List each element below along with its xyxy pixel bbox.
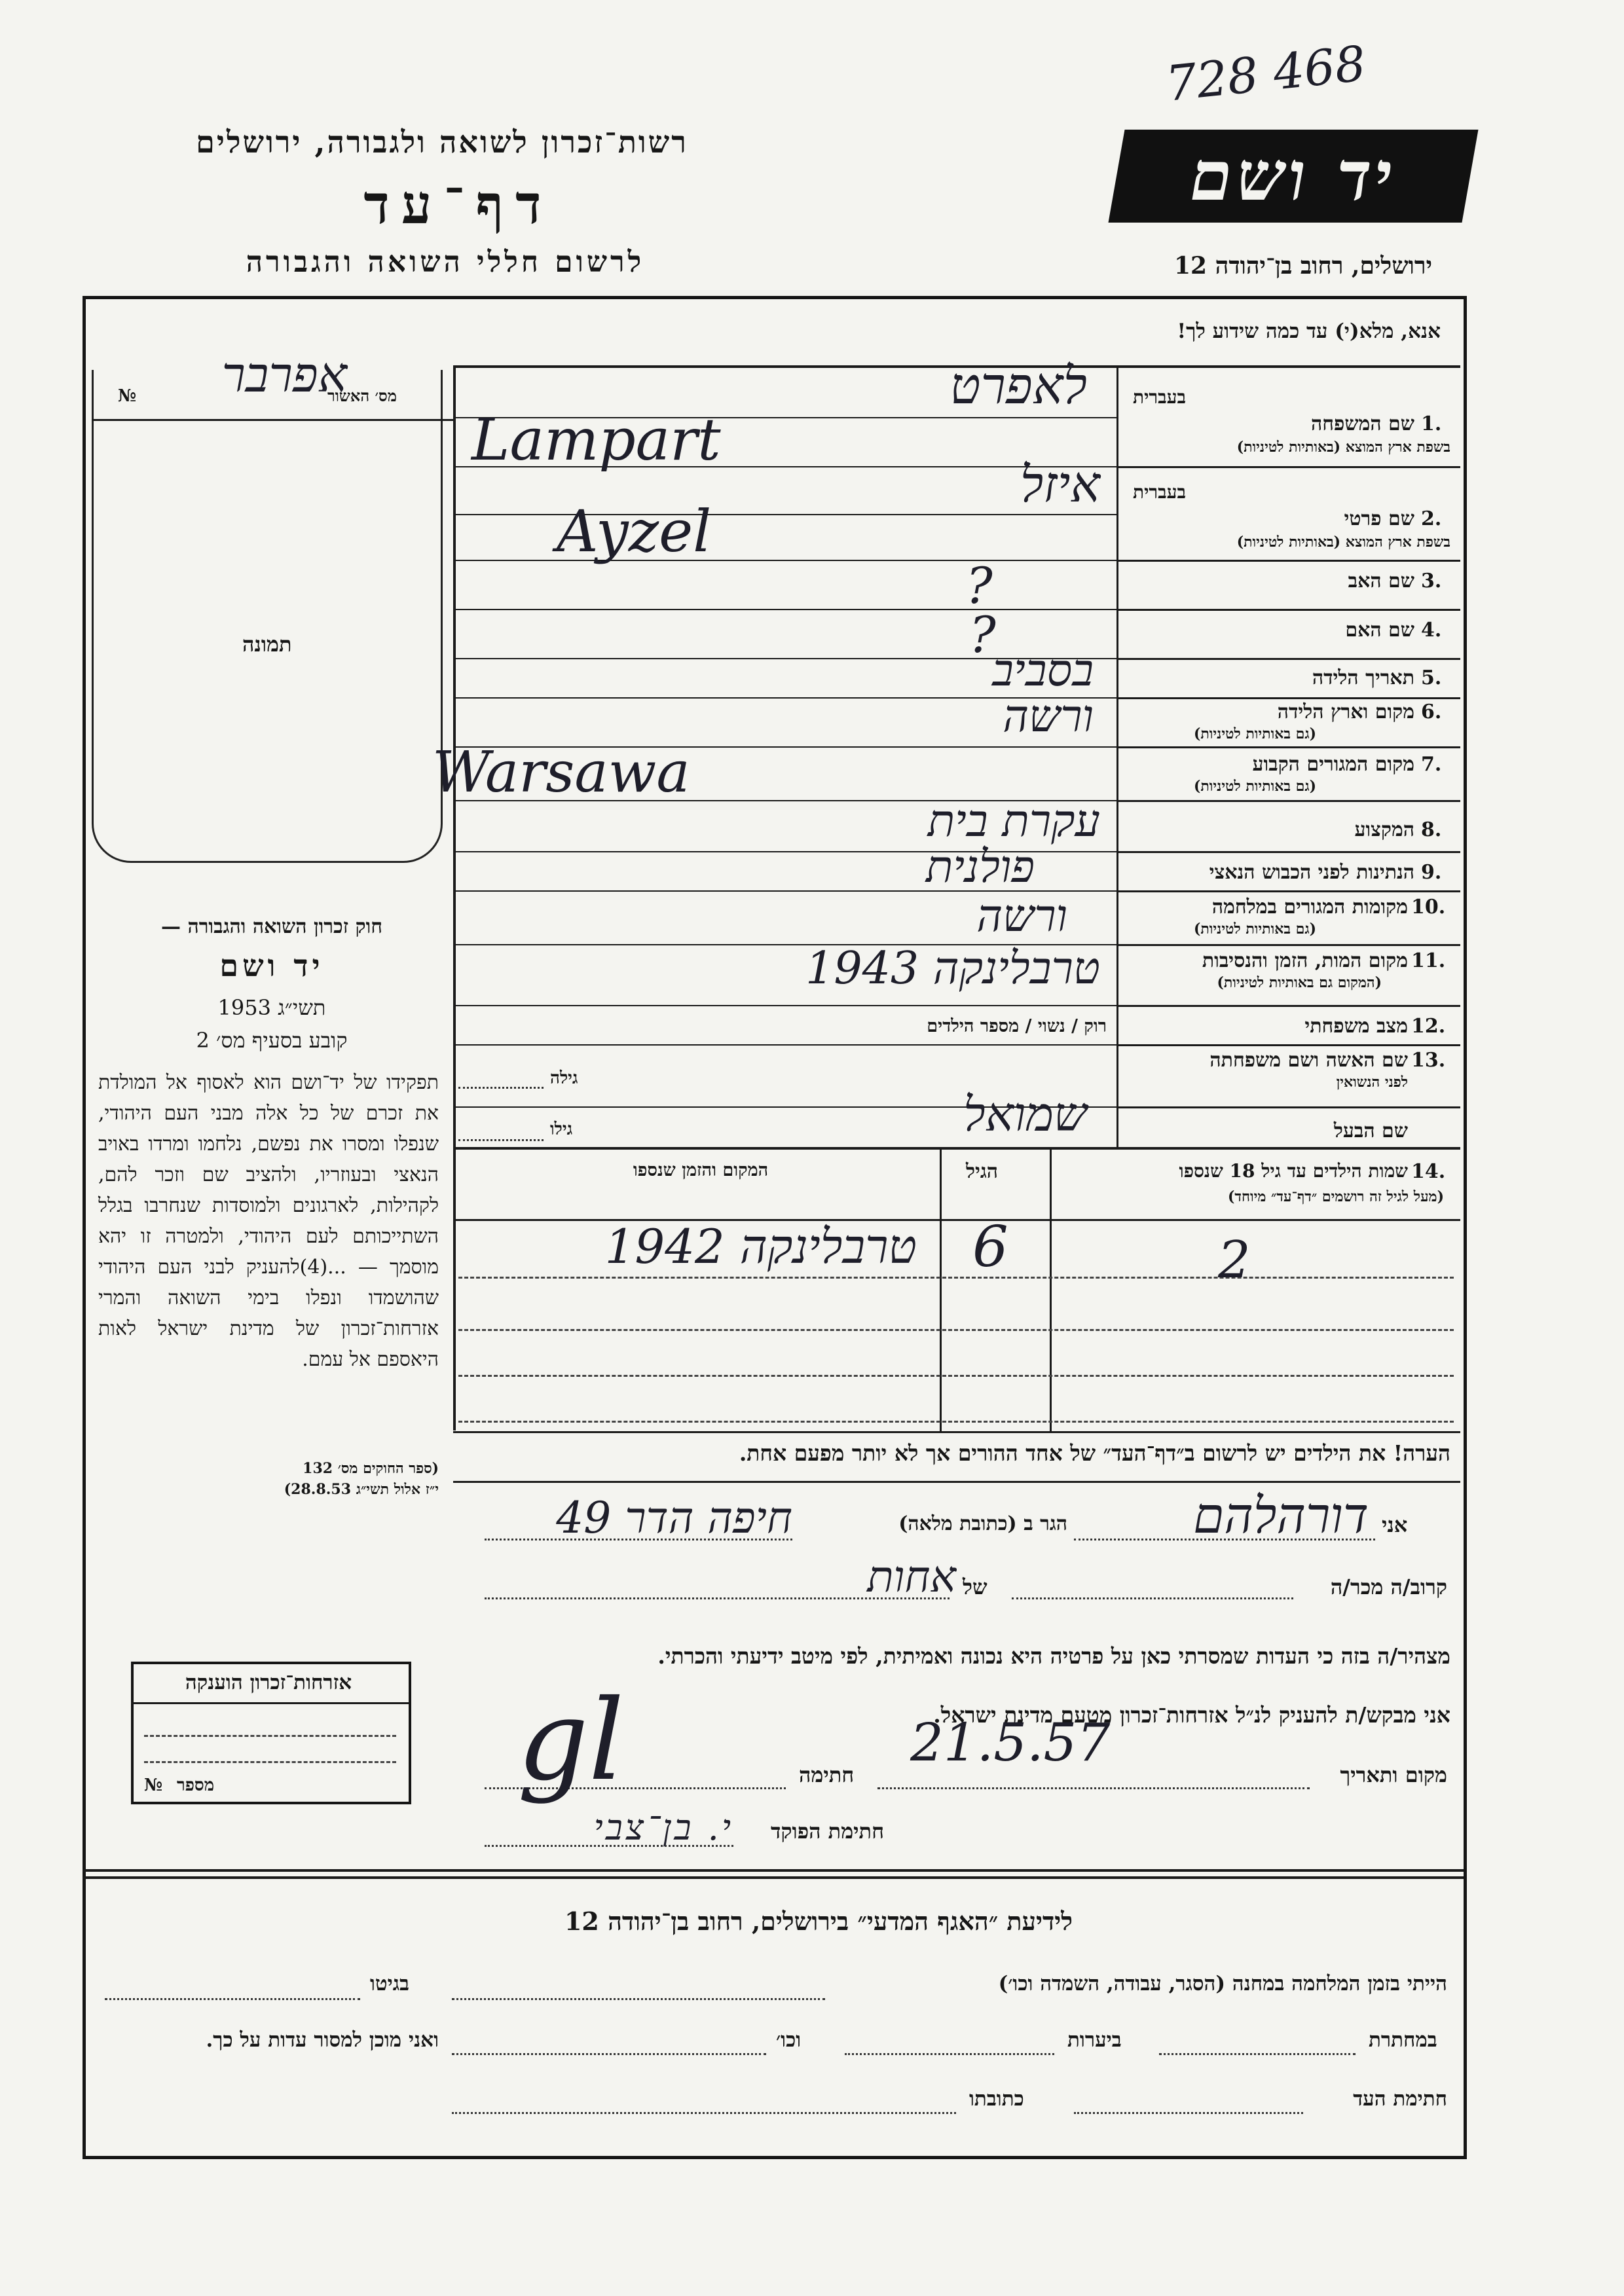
divider [83,1869,1464,1872]
children-row-line [458,1277,1454,1279]
field-1-sublabel: בשפת ארץ המוצא (באותיות לטיניות) [1236,439,1450,456]
law-clause: קובע בסעיף מס׳ 2 [196,1028,348,1053]
field-6-value: ורשה [1003,691,1094,742]
law-source: (ספר החוקים מס׳ 132 [303,1460,439,1477]
divider [1116,609,1460,611]
relation-label: קרוב/ה מכר/ה [1330,1575,1447,1599]
registration-value: אפרבר [221,347,347,403]
divider [1116,1044,1460,1046]
children-number: 14. [1411,1160,1446,1183]
relation-line [1012,1597,1293,1599]
form-subtitle: לרשום חללי השואה והגבורה [246,246,645,279]
footer-etc-line [452,2053,766,2055]
footer-forests-line [845,2053,1054,2055]
reference-number: 728 468 [1163,35,1369,113]
divider [1116,658,1460,660]
citizenship-number-label: מספר [177,1776,215,1795]
divider [453,367,456,1430]
footer-ghetto-label: בגיטו [370,1972,409,1995]
children-row-line [458,1421,1454,1423]
address: ירושלים, רחוב בן־יהודה 12 [1173,252,1433,280]
footer-underground-label: במחתרת [1369,2028,1437,2052]
field-10-value: ורשה [976,890,1067,942]
field-2-hint: בעברית [1133,481,1187,503]
children-sublabel: (מעל לגיל זה רושמים ״דף־עד״ מיוחד) [1227,1188,1444,1205]
field-6-label: מקום וארץ הלידה [1277,701,1414,723]
law-name: יד ושם [219,948,324,983]
footer-address-line [452,2112,956,2114]
field-13-label: שם האשה ושם משפחתה [1209,1049,1408,1072]
field-7-label: מקום המגורים הקבוע [1252,753,1414,776]
field-2-sublabel: בשפת ארץ המוצא (באותיות לטיניות) [1236,534,1450,551]
field-8-label: המקצוע [1354,818,1414,841]
field-3-number: 3. [1421,570,1442,592]
relation-value: אחות [867,1552,956,1602]
divider [1116,851,1460,853]
footer-camp-label: הייתי בזמן המלחמה במחנה (הסגר, עבודה, השמדה וכו׳) [998,1972,1447,1995]
field-2-number: 2. [1421,507,1442,530]
husband-age-line [458,1139,544,1141]
photo-label: תמונה [242,632,292,657]
divider [1116,367,1118,1149]
statement-text: מצהיר/ה בזה כי העדות שמסרתי כאן על פרטיה היא נכונה ואמיתית, לפי מיטב ידיעתי והכרתי. [657,1643,1450,1669]
husband-name-label: שם הבעל [1333,1120,1408,1142]
footer-camp-line [452,1998,825,2000]
request-text: אני מבקש/ת להעניק לנ״ל אזרחות־זכרון מטעם מדינת ישראל. [933,1702,1450,1728]
field-5-number: 5. [1421,666,1442,689]
officer-signature-label: חתימת הפוקד [771,1819,884,1844]
field-11-number: 11. [1411,949,1446,972]
children-label: שמות הילדים עד גיל 18 שנספו [1179,1160,1408,1182]
footer-forests-label: ביערות [1067,2028,1122,2052]
divider [1116,1106,1460,1108]
logo-yad-vashem: יד ושם [1108,130,1478,223]
field-10-sublabel: (גם באותיות לטיניות) [1193,920,1316,938]
child-row-name: 2 [1218,1231,1251,1290]
law-year: תשי״ג 1953 [217,995,326,1020]
divider [1116,1005,1460,1007]
field-2-value-hebrew: איזל [1020,455,1100,513]
signature-value: gl [517,1676,625,1806]
divider [940,1150,942,1431]
law-source-date: י״ז אלול תשי״ג 28.8.53) [284,1481,439,1498]
divider [1116,890,1460,892]
divider [453,1431,1460,1433]
intro-text: אנא, מלא(י) עד כמה שידוע לך! [1177,319,1441,343]
field-4-number: 4. [1421,619,1442,642]
field-1-label: שם המשפחה [1310,412,1414,435]
photo-frame [92,370,443,863]
divider [1116,944,1460,946]
footer-ghetto-line [105,1998,360,2000]
field-2-value-latin: Ayzel [557,498,712,565]
field-12-label: מצב משפחתי [1304,1015,1408,1038]
registration-sign: № [118,386,137,406]
field-7-value: Warsawa [432,740,690,805]
divider [1116,560,1460,562]
footer-title: לידיעת ״האגף המדעי״ בירושלים, רחוב בן־יהודה 12 [564,1906,1073,1936]
place-date-label: מקום ותאריך [1340,1762,1447,1787]
citizenship-box-line [144,1735,396,1737]
field-13-sublabel: לפני הנשואין [1336,1074,1408,1091]
rule-line [453,1005,1116,1006]
field-8-value: עקרת בית [927,795,1100,847]
wife-age-label: גילה [550,1068,578,1088]
field-5-value: בסביב [992,645,1094,697]
place-date-line [877,1787,1310,1789]
child-row-place: טרבלינקה 1942 [604,1219,917,1274]
field-6-sublabel: (גם באותיות לטיניות) [1193,725,1316,742]
field-1-hint: בעברית [1133,386,1187,408]
citizenship-number-sign: № [144,1776,163,1795]
field-12-number: 12. [1411,1015,1446,1038]
note-text: הערה! את הילדים יש לרשום ב״דף־העד״ של אחד ההורים אך לא יותר מפעם אחת. [739,1440,1450,1466]
divider [83,1876,1464,1879]
field-3-label: שם האב [1348,570,1414,592]
footer-witness-signature-label: חתימת העד [1353,2087,1447,2111]
field-9-value: פולנית [925,841,1035,893]
field-10-number: 10. [1411,896,1446,919]
divider [1050,1150,1052,1431]
field-9-number: 9. [1421,861,1442,884]
divider [453,1481,1460,1483]
field-1-value-hebrew: לאפרט [950,357,1087,416]
rule-line [453,609,1116,610]
field-9-label: הנתינות לפני הכבוש הנאצי [1209,861,1414,884]
field-1-value-latin: Lampart [471,406,721,473]
field-3-value: ? [966,556,993,615]
declarant-address-label: הגר ב (כתובת מלאה) [898,1512,1067,1535]
field-1-number: 1. [1421,412,1442,435]
divider [1116,800,1460,802]
form-title: דף־עד [363,173,553,236]
children-row-line [458,1329,1454,1331]
divider [131,1702,409,1704]
law-heading: חוק זכרון השואה והגבורה — [161,915,382,938]
declarant-name: דורהלהם [1192,1486,1369,1544]
citizenship-box-title: אזרחות־זכרון הוענקה [185,1671,352,1694]
footer-etc-label: וכו׳ [776,2028,802,2052]
field-10-label: מקומות המגורים במלחמה [1211,896,1408,919]
declarant-address: חיפה הדר 49 [556,1493,792,1543]
divider [92,419,453,421]
relation-of-label: של [963,1575,987,1599]
field-4-value: ? [969,606,996,664]
footer-address-label: כתובתו [969,2087,1024,2111]
citizenship-box-line [144,1761,396,1763]
registration-label: מס׳ האשור [327,386,397,405]
officer-signature-value: י. בן־צבי [593,1807,733,1848]
wife-age-line [458,1087,544,1089]
children-row-line [458,1375,1454,1377]
place-date-value: 21.5.57 [910,1712,1111,1773]
divider [1116,466,1460,468]
divider [1116,697,1460,699]
law-body: תפקידו של יד־ושם הוא לאסוף אל המולדת את זכרם של כל אלה מבני העם היהודי, שנפלו ומסרו את נפשם, נלחמו ומרדו באויב הנאצי ובעוזריו, ולהציב שם וזכר להם, לקהילות, לארגונים ולמוסדות שנחרבו בגלל השתייכותם לעם היהודי, ולמטרה זו יהא מוסמך — ...(4)להעניק לבני העם היהודי שהושמדו ונפלו בימי השואה והמרי אזרחות־זכרון של מדינת ישראל לאות היאספם אל עמם. [98,1071,439,1371]
field-13-number: 13. [1411,1049,1446,1072]
children-age-header: הגיל [966,1160,999,1183]
field-2-label: שם פרטי [1344,507,1414,530]
children-place-header: המקום והזמן שנספו [633,1160,769,1180]
footer-testimony-label: ואני מוכן למסור עדות על כך. [206,2028,439,2052]
field-13-value: שמואל [963,1087,1087,1142]
husband-age-label: גילו [550,1120,573,1139]
field-7-number: 7. [1421,753,1442,776]
field-11-sublabel: (המקום גם באותיות לטיניות) [1217,974,1382,991]
field-5-label: תאריך הלידה [1312,666,1414,689]
authority-name: רשות־זכרון לשואה ולגבורה, ירושלים [196,124,688,160]
signature-label: חתימה [799,1762,855,1787]
declarant-i-label: אני [1382,1512,1408,1537]
rule-line [453,1044,1116,1046]
footer-witness-signature-line [1074,2112,1303,2114]
field-7-sublabel: (גם באותיות לטיניות) [1193,778,1316,795]
field-6-number: 6. [1421,701,1442,723]
field-4-label: שם האם [1345,619,1414,642]
child-row-age: 6 [972,1214,1008,1280]
divider [453,1147,1460,1150]
field-11-value: טרבלינקה 1943 [805,943,1100,994]
footer-underground-line [1159,2053,1356,2055]
field-8-number: 8. [1421,818,1442,841]
marital-status-options: רוק / נשוי / מספר הילדים [927,1016,1107,1036]
divider [1116,746,1460,748]
field-11-label: מקום המות, הזמן והנסיבות [1202,949,1408,972]
